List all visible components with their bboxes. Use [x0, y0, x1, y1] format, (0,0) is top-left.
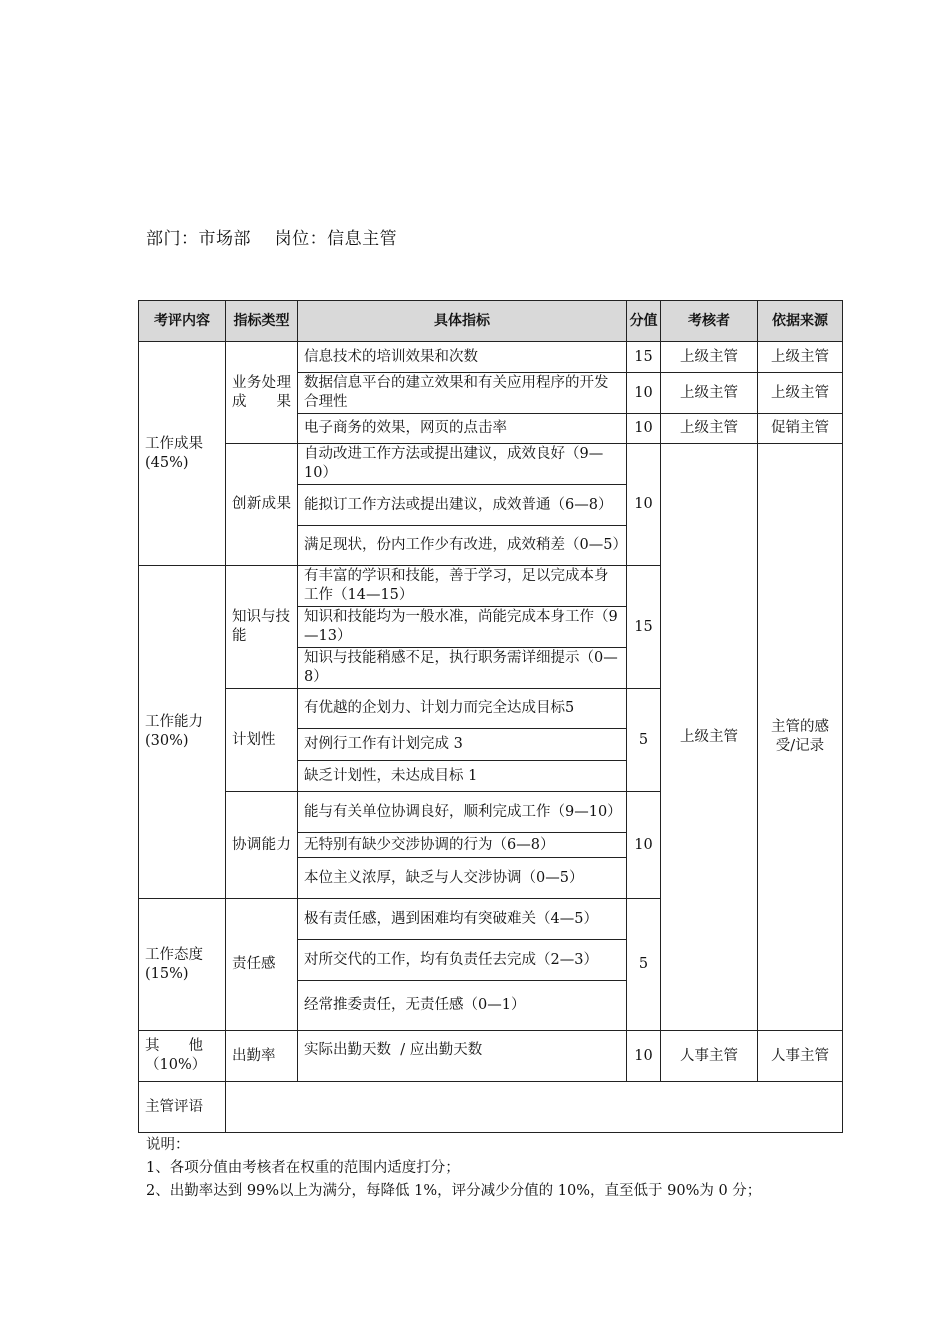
notes-section	[146, 1134, 761, 1203]
category-other: 其 他（10%）	[139, 1031, 226, 1082]
score-cell: 10	[627, 1031, 661, 1082]
indicator-cell: 对所交代的工作，均有负责任去完成（2—3）	[298, 940, 627, 981]
score-cell: 10	[627, 414, 661, 444]
indicator-cell: 知识和技能均为一般水准，尚能完成本身工作（9—13）	[298, 607, 627, 648]
category-work-attitude: 工作态度(15%)	[139, 899, 226, 1031]
score-cell: 10	[627, 444, 661, 566]
score-cell: 10	[627, 792, 661, 899]
assessor-cell: 上级主管	[661, 414, 758, 444]
header-content: 考评内容	[139, 301, 226, 342]
notes-line-1: 1、各项分值由考核者在权重的范围内适度打分；	[146, 1160, 460, 1176]
indicator-cell: 电子商务的效果，网页的点击率	[298, 414, 627, 444]
indicator-cell: 自动改进工作方法或提出建议，成效良好（9—10）	[298, 444, 627, 485]
indicator-cell: 数据信息平台的建立效果和有关应用程序的开发合理性	[298, 373, 627, 414]
type-planning: 计划性	[226, 689, 298, 792]
score-cell: 15	[627, 566, 661, 689]
comment-row	[139, 1082, 843, 1133]
department-position-line: 部门：市场部 岗位：信息主管	[146, 229, 398, 249]
source-cell: 上级主管	[758, 373, 843, 414]
comment-field[interactable]	[226, 1082, 843, 1133]
category-work-result: 工作成果(45%)	[139, 342, 226, 566]
assessor-cell: 上级主管	[661, 342, 758, 373]
header-indicator: 具体指标	[298, 301, 627, 342]
type-business: 业务处理成果	[226, 342, 298, 444]
score-cell: 10	[627, 373, 661, 414]
indicator-cell: 经常推委责任，无责任感（0—1）	[298, 981, 627, 1031]
indicator-cell: 无特别有缺少交涉协调的行为（6—8）	[298, 833, 627, 858]
indicator-cell: 能拟订工作方法或提出建议，成效普通（6—8）	[298, 485, 627, 526]
indicator-cell: 有优越的企划力、计划力而完全达成目标5	[298, 689, 627, 729]
type-knowledge: 知识与技能	[226, 566, 298, 689]
source-merged-cell: 主管的感受/记录	[758, 444, 843, 1031]
indicator-cell: 有丰富的学识和技能，善于学习，足以完成本身工作（14—15）	[298, 566, 627, 607]
table-header-row	[139, 301, 843, 342]
header-score: 分值	[627, 301, 661, 342]
indicator-cell: 能与有关单位协调良好，顺利完成工作（9—10）	[298, 792, 627, 833]
header-source: 依据来源	[758, 301, 843, 342]
score-cell: 5	[627, 899, 661, 1031]
indicator-cell: 满足现状，份内工作少有改进，成效稍差（0—5）	[298, 526, 627, 566]
indicator-cell: 实际出勤天数 / 应出勤天数	[298, 1031, 627, 1082]
type-responsibility: 责任感	[226, 899, 298, 1031]
kpi-table	[138, 300, 843, 1133]
indicator-cell: 本位主义浓厚，缺乏与人交涉协调（0—5）	[298, 858, 627, 899]
header-assessor: 考核者	[661, 301, 758, 342]
notes-line-2: 2、出勤率达到 99%以上为满分，每降低 1%，评分减少分值的 10%，直至低于 90%为 0 分；	[146, 1183, 762, 1199]
header-type: 指标类型	[226, 301, 298, 342]
type-innovation: 创新成果	[226, 444, 298, 566]
score-cell: 5	[627, 689, 661, 792]
indicator-cell: 缺乏计划性，未达成目标 1	[298, 761, 627, 792]
indicator-cell: 极有责任感，遇到困难均有突破难关（4—5）	[298, 899, 627, 940]
indicator-cell: 信息技术的培训效果和次数	[298, 342, 627, 373]
source-cell: 上级主管	[758, 342, 843, 373]
notes-title: 说明：	[146, 1137, 190, 1153]
assessor-cell: 上级主管	[661, 373, 758, 414]
table-row	[139, 342, 843, 373]
category-work-ability: 工作能力(30%)	[139, 566, 226, 899]
source-cell: 促销主管	[758, 414, 843, 444]
comment-label: 主管评语	[139, 1082, 226, 1133]
assessor-merged-cell: 上级主管	[661, 444, 758, 1031]
indicator-cell: 知识与技能稍感不足，执行职务需详细提示（0—8）	[298, 648, 627, 689]
type-coordination: 协调能力	[226, 792, 298, 899]
indicator-cell: 对例行工作有计划完成 3	[298, 729, 627, 761]
table-row	[139, 1031, 843, 1082]
table-row	[139, 444, 843, 485]
source-cell: 人事主管	[758, 1031, 843, 1082]
score-cell: 15	[627, 342, 661, 373]
type-attendance: 出勤率	[226, 1031, 298, 1082]
assessor-cell: 人事主管	[661, 1031, 758, 1082]
